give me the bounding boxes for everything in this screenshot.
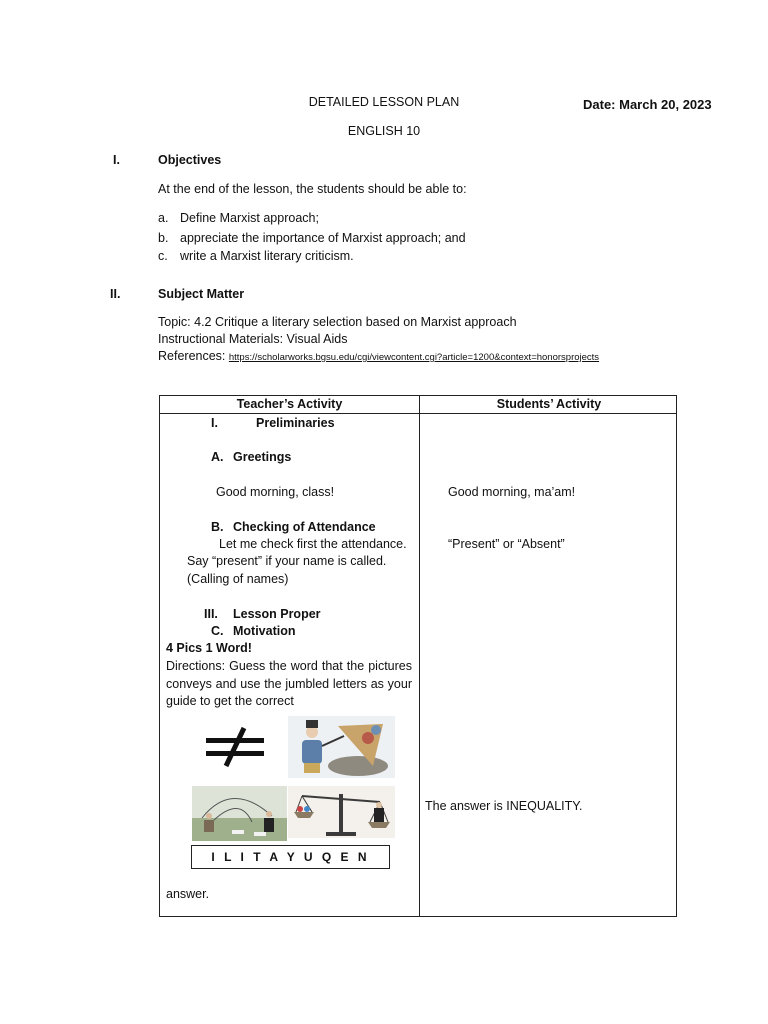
attendance-instruction: Let me check first the attendance. [219, 537, 407, 551]
objective-item [158, 249, 354, 263]
references-link[interactable]: https://scholarworks.bgsu.edu/cgi/viewcontent.cgi?article=1200&context=honorsprojects [228, 352, 600, 363]
student-answer: The answer is INEQUALITY. [425, 799, 583, 813]
attendance-letter: B. [211, 520, 224, 534]
student-attendance-response: “Present” or “Absent” [448, 537, 565, 551]
materials-line: Instructional Materials: Visual Aids [158, 332, 348, 346]
objective-letter: b. [158, 231, 169, 245]
topic-line: Topic: 4.2 Critique a literary selection based on Marxist approach [158, 315, 517, 329]
lesson-proper-heading: Lesson Proper [233, 607, 321, 621]
directions-continuation: answer. [166, 887, 210, 901]
column-divider [419, 396, 420, 916]
student-greeting: Good morning, ma’am! [448, 485, 576, 499]
lesson-date: Date: March 20, 2023 [583, 97, 712, 112]
objective-item [158, 231, 466, 245]
document-title: DETAILED LESSON PLAN [308, 95, 460, 109]
not-equal-picture [184, 716, 288, 778]
greetings-heading: Greetings [233, 450, 292, 464]
references-label: References: [158, 349, 229, 363]
game-directions: Directions: Guess the word that the pictures conveys and use the jumbled letters as your guide to get the correct [166, 659, 412, 708]
subject-matter-heading: Subject Matter [158, 287, 245, 301]
subject-matter-number: II. [110, 287, 121, 301]
attendance-heading: Checking of Attendance [233, 520, 376, 534]
lesson-proper-number: III. [204, 607, 218, 621]
subject-title: ENGLISH 10 [347, 124, 421, 138]
references-line [158, 349, 599, 363]
objective-item [158, 211, 319, 225]
attendance-note: (Calling of names) [187, 572, 289, 586]
teacher-greeting: Good morning, class! [216, 485, 335, 499]
objective-letter: c. [158, 249, 168, 263]
wealth-picture [288, 716, 395, 778]
greetings-letter: A. [211, 450, 224, 464]
teacher-column-header: Teacher’s Activity [236, 397, 343, 411]
objective-text: Define Marxist approach; [180, 211, 319, 225]
objective-text: write a Marxist literary criticism. [180, 249, 354, 263]
game-title: 4 Pics 1 Word! [166, 641, 252, 655]
fishing-picture [192, 786, 287, 841]
motivation-letter: C. [211, 624, 224, 638]
jumbled-letters-box: I L I T A Y U Q E N [191, 845, 390, 869]
attendance-instruction: Say “present” if your name is called. [187, 554, 387, 568]
objectives-number: I. [113, 153, 120, 167]
activity-table [159, 395, 677, 917]
students-column-header: Students’ Activity [496, 397, 602, 411]
objective-letter: a. [158, 211, 169, 225]
scale-picture [288, 786, 395, 838]
motivation-heading: Motivation [233, 624, 296, 638]
objective-text: appreciate the importance of Marxist approach; and [180, 231, 466, 245]
header-row-divider [160, 413, 676, 414]
preliminaries-heading: Preliminaries [256, 416, 335, 430]
preliminaries-number: I. [211, 416, 218, 430]
objectives-intro: At the end of the lesson, the students should be able to: [158, 182, 467, 196]
objectives-heading: Objectives [158, 153, 222, 167]
